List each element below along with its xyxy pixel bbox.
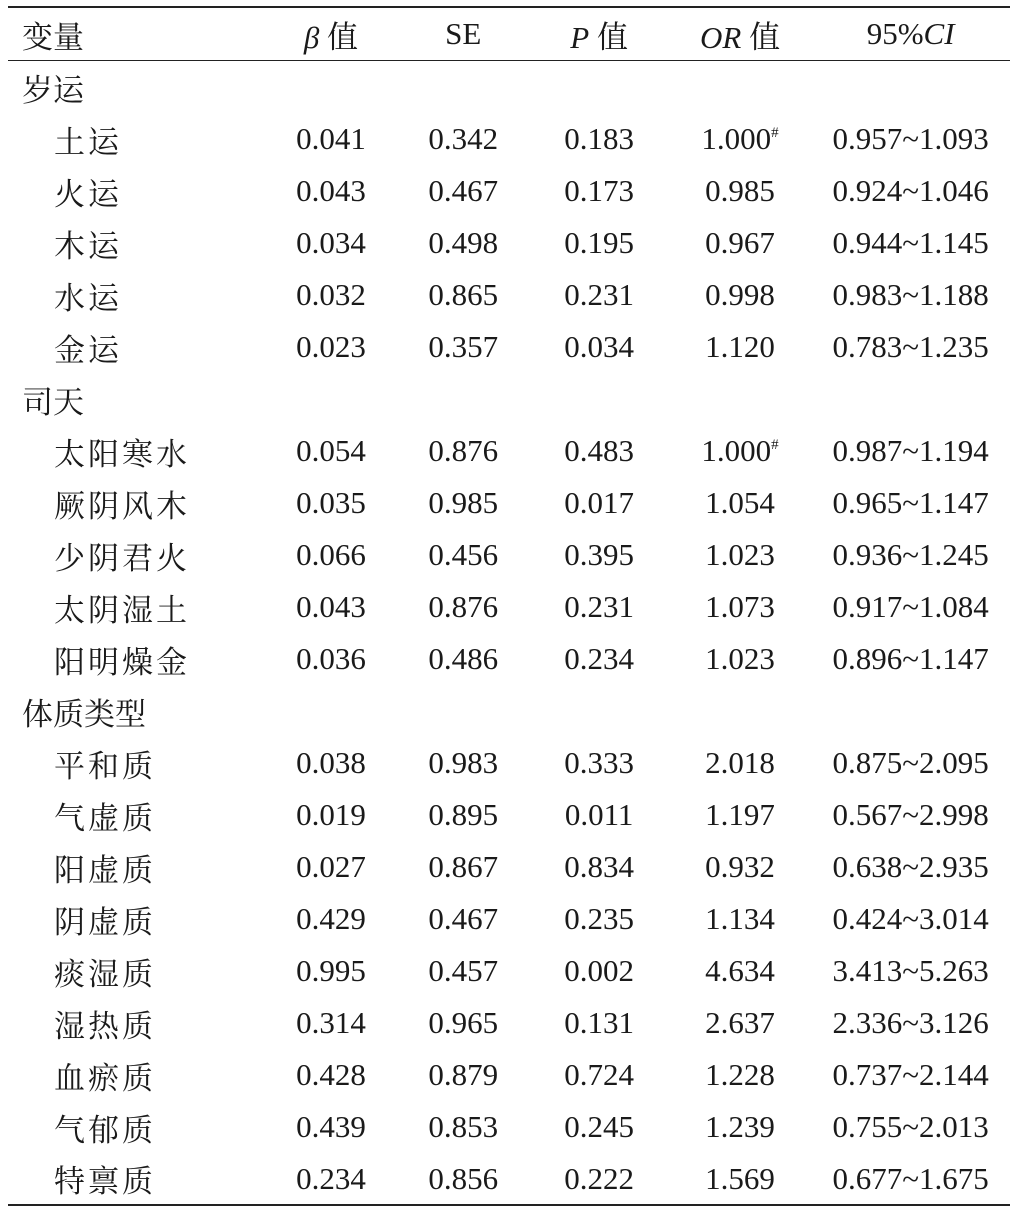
p-cell: 0.234 [564,641,635,676]
ci-cell: 0.983~1.188 [832,277,989,312]
or-cell [669,1101,811,1153]
or-value: 1.000 [701,433,772,468]
header-or-suffix: 值 [749,19,781,55]
se-cell: 0.867 [428,849,499,884]
or-value: 1.023 [705,641,775,676]
p-cell: 0.011 [564,797,634,832]
group-row [8,685,1010,737]
header-ci-prefix: 95% [866,16,924,51]
p-cell: 0.173 [564,173,635,208]
header-or-symbol: OR [699,19,742,55]
or-value: 1.120 [705,329,775,364]
or-value: 1.073 [705,589,775,624]
beta-cell: 0.034 [296,225,366,260]
se-cell: 0.856 [397,1153,529,1205]
table-row [8,1153,1010,1205]
se-cell: 0.457 [428,953,499,988]
beta-cell: 0.995 [296,953,366,988]
table-row [8,269,1010,321]
header-row [8,7,1010,61]
beta-cell: 0.429 [296,901,366,936]
or-cell [669,841,811,893]
variable-cell: 气郁质 [54,1112,156,1148]
group-label: 岁运 [22,72,84,108]
p-cell: 0.834 [564,849,635,884]
ci-cell: 3.413~5.263 [832,953,989,988]
ci-cell: 2.336~3.126 [832,1005,989,1040]
variable-cell: 土运 [54,124,122,160]
p-cell: 0.231 [564,589,635,624]
or-value: 1.239 [705,1109,775,1144]
or-cell [669,529,811,581]
se-cell: 0.876 [428,433,499,468]
or-cell [669,269,811,321]
beta-cell: 0.054 [296,433,366,468]
or-value: 1.569 [705,1160,775,1196]
or-cell [669,321,811,373]
se-cell: 0.965 [428,1005,499,1040]
beta-cell: 0.035 [296,485,366,520]
table-row [8,737,1010,789]
or-cell [669,1153,811,1205]
se-cell: 0.853 [428,1109,499,1144]
p-cell: 0.222 [529,1153,668,1205]
table-row [8,1049,1010,1101]
table-header [8,7,1010,61]
variable-cell: 痰湿质 [54,956,156,992]
or-value: 1.023 [705,537,775,572]
or-cell [669,217,811,269]
variable-cell: 水运 [54,280,122,316]
table-row [8,113,1010,165]
group-row [8,61,1010,114]
reference-mark: # [771,125,779,141]
variable-cell: 少阴君火 [54,540,190,576]
or-cell [669,165,811,217]
or-cell [669,581,811,633]
table-row [8,997,1010,1049]
or-value: 0.932 [705,849,775,884]
or-value: 1.197 [705,797,775,832]
p-cell: 0.002 [564,953,635,988]
ci-cell: 0.924~1.046 [832,173,989,208]
beta-cell: 0.038 [296,745,366,780]
p-cell: 0.395 [564,537,635,572]
se-cell: 0.486 [428,641,499,676]
variable-cell: 平和质 [54,748,156,784]
or-cell [669,893,811,945]
header-beta-symbol: β [303,19,320,55]
or-value: 2.018 [705,745,775,780]
beta-cell: 0.019 [296,797,366,832]
beta-cell: 0.032 [296,277,366,312]
regression-table [8,6,1010,1206]
beta-cell: 0.314 [296,1005,366,1040]
variable-cell: 太阳寒水 [54,436,190,472]
variable-cell: 特禀质 [8,1153,265,1205]
se-cell: 0.456 [428,537,499,572]
variable-cell: 阳明燥金 [54,644,190,680]
beta-cell: 0.428 [296,1057,366,1092]
variable-cell: 厥阴风木 [54,488,190,524]
ci-cell: 0.875~2.095 [832,745,989,780]
variable-cell: 阳虚质 [54,852,156,888]
header-ci-symbol: CI [923,16,955,51]
ci-cell: 0.987~1.194 [832,433,989,468]
se-cell: 0.876 [428,589,499,624]
se-cell: 0.467 [428,901,499,936]
beta-cell: 0.041 [296,121,366,156]
p-cell: 0.231 [564,277,635,312]
variable-cell: 湿热质 [54,1008,156,1044]
beta-cell: 0.036 [296,641,366,676]
ci-cell: 0.567~2.998 [832,797,989,832]
ci-cell: 0.755~2.013 [832,1109,989,1144]
table-row [8,425,1010,477]
or-value: 0.998 [705,277,775,312]
variable-cell: 阴虚质 [54,904,156,940]
or-cell [669,737,811,789]
group-label: 体质类型 [22,696,146,732]
table-row [8,633,1010,685]
beta-cell: 0.043 [296,173,366,208]
header-beta [265,7,397,61]
variable-cell: 太阴湿土 [54,592,190,628]
or-value: 1.134 [705,901,775,936]
beta-cell: 0.043 [296,589,366,624]
table-row [8,477,1010,529]
header-se: SE [397,7,529,61]
header-beta-suffix: 值 [327,19,359,55]
se-cell: 0.895 [428,797,499,832]
table-row [8,581,1010,633]
beta-cell: 0.066 [296,537,366,572]
table-row [8,945,1010,997]
or-cell [669,633,811,685]
or-cell [669,425,811,477]
beta-cell: 0.023 [296,329,366,364]
se-cell: 0.985 [428,485,499,520]
p-cell: 0.017 [564,485,635,520]
or-cell [669,113,811,165]
se-cell: 0.865 [428,277,499,312]
header-ci [811,7,1010,61]
table-body [8,61,1010,1206]
or-cell [669,1049,811,1101]
beta-cell: 0.027 [296,849,366,884]
header-variable: 变量 [8,7,265,61]
se-cell: 0.983 [428,745,499,780]
p-cell: 0.235 [564,901,635,936]
ci-cell: 0.677~1.675 [811,1153,1010,1205]
table-row [8,1101,1010,1153]
table-row [8,789,1010,841]
table-row [8,217,1010,269]
header-p [529,7,668,61]
p-cell: 0.195 [564,225,635,260]
ci-cell: 0.783~1.235 [832,329,989,364]
beta-cell: 0.439 [296,1109,366,1144]
table-row [8,841,1010,893]
variable-cell: 气虚质 [54,800,156,836]
header-or [669,7,811,61]
or-value: 1.000 [701,121,772,156]
ci-cell: 0.944~1.145 [832,225,989,260]
or-value: 2.637 [705,1005,775,1040]
p-cell: 0.245 [564,1109,635,1144]
header-p-suffix: 值 [596,19,628,55]
group-row [8,373,1010,425]
header-p-symbol: P [570,19,590,55]
se-cell: 0.879 [428,1057,499,1092]
ci-cell: 0.936~1.245 [832,537,989,572]
p-cell: 0.483 [564,433,635,468]
p-cell: 0.183 [564,121,635,156]
se-cell: 0.357 [428,329,499,364]
ci-cell: 0.737~2.144 [832,1057,989,1092]
or-value: 1.054 [705,485,775,520]
beta-cell: 0.234 [265,1153,397,1205]
ci-cell: 0.638~2.935 [832,849,989,884]
se-cell: 0.498 [428,225,499,260]
se-cell: 0.467 [428,173,499,208]
variable-cell: 木运 [54,228,122,264]
p-cell: 0.131 [564,1005,635,1040]
or-cell [669,997,811,1049]
variable-cell: 金运 [54,332,122,368]
variable-cell: 血瘀质 [54,1060,156,1096]
ci-cell: 0.957~1.093 [832,121,989,156]
or-value: 0.967 [705,225,775,260]
table-row [8,321,1010,373]
or-value: 0.985 [705,173,775,208]
p-cell: 0.333 [564,745,635,780]
reference-mark: # [771,437,779,453]
ci-cell: 0.917~1.084 [832,589,989,624]
variable-cell: 火运 [54,176,122,212]
group-label: 司天 [22,384,84,420]
table-row [8,529,1010,581]
or-value: 4.634 [705,953,775,988]
or-value: 1.228 [705,1057,775,1092]
ci-cell: 0.965~1.147 [832,485,989,520]
se-cell: 0.342 [428,121,499,156]
p-cell: 0.724 [564,1057,635,1092]
table-row [8,893,1010,945]
or-cell [669,945,811,997]
or-cell [669,477,811,529]
ci-cell: 0.896~1.147 [832,641,989,676]
p-cell: 0.034 [564,329,635,364]
table-row [8,165,1010,217]
or-cell [669,789,811,841]
ci-cell: 0.424~3.014 [832,901,989,936]
